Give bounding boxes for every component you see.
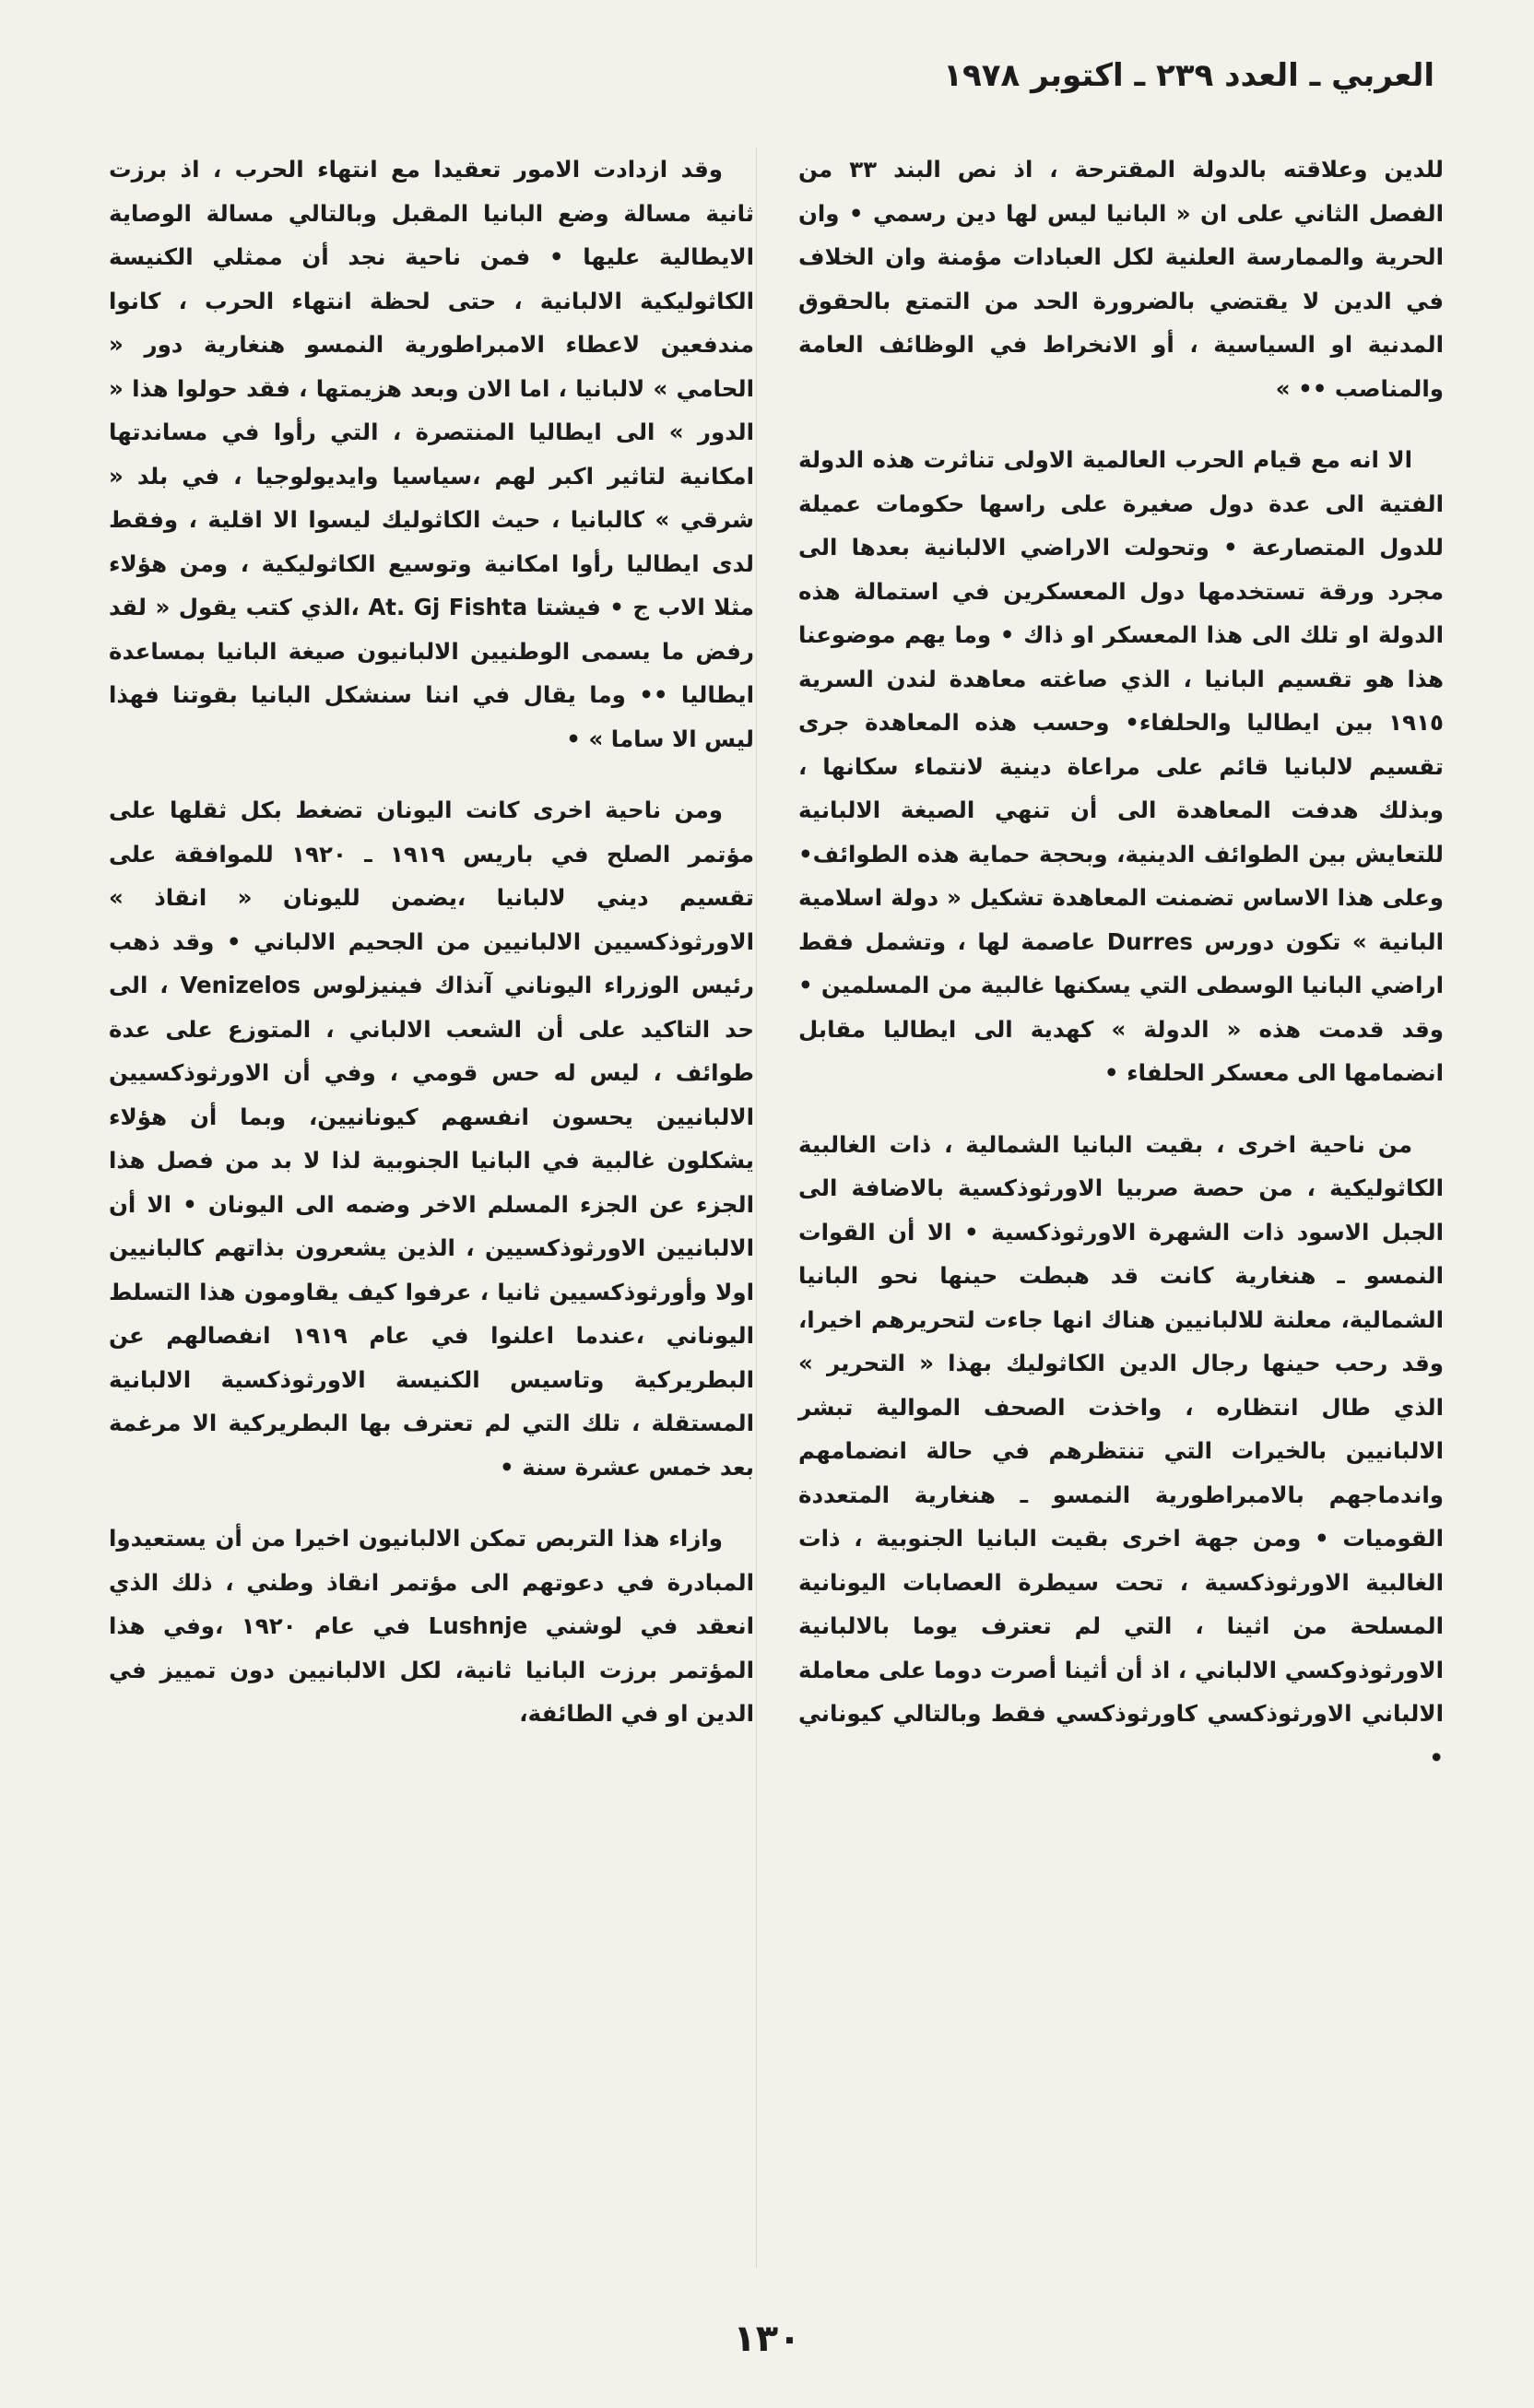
page-number: ١٣٠ xyxy=(733,2318,801,2360)
paragraph: وقد ازدادت الامور تعقيدا مع انتهاء الحرب ، اذ برزت ثانية مسالة وضع البانيا المقبل وبالتالي مسالة الوصاية الايطالية عليها • فمن ناحية نجد أن ممثلي الكنيسة الكاثوليكية الالبانية ، حتى لحظة انتهاء الحرب ، كانوا مندفعين لاعطاء الامبراطورية النمسو هنغارية دور « الحامي » لالبانيا ، اما الان وبعد هزيمتها ، فقد حولوا هذا « الدور » الى ايطاليا المنتصرة ، التي رأوا في مساندتها امكانية لتاثير اكبر لهم ،سياسيا وايديولوجيا ، في بلد « شرقي » كالبانيا ، حيث الكاثوليك ليسوا الا اقلية ، وفقط لدى ايطاليا رأوا امكانية وتوسيع الكاثوليكية ، ومن هؤلاء مثلا الاب ج • فيشتا At. Gj Fishta ،الذي كتب يقول « لقد رفض ما يسمى الوطنيين الالبانيون صيغة البانيا بمساعدة ايطاليا •• وما يقال في اننا سنشكل البانيا بقوتنا فهذا ليس الا ساما » • xyxy=(109,156,755,752)
paragraph: للدين وعلاقته بالدولة المقترحة ، اذ نص البند ٣٣ من الفصل الثاني على ان « البانيا ليس لها دين رسمي • وان الحرية والممارسة العلنية لكل العبادات مؤمنة وان الخلاف في الدين لا يقتضي بالضرورة الحد من التمتع بالحقوق المدنية او السياسية ، أو الانخراط في الوظائف العامة والمناصب •• » xyxy=(798,156,1444,402)
paragraph: من ناحية اخرى ، بقيت البانيا الشمالية ، ذات الغالبية الكاثوليكية ، من حصة صربيا الاورثوذكسية بالاضافة الى الجبل الاسود ذات الشهرة الاورثوذكسية • الا أن القوات النمسو ـ هنغارية كانت قد هبطت حينها نحو البانيا الشمالية، معلنة للالبانيين هناك انها جاءت لتحريرهم اخيرا، وقد رحب حينها رجال الدين الكاثوليك بهذا « التحرير » الذي طال انتظاره ، واخذت الصحف الموالية تبشر الالبانيين بالخيرات التي تنتظرهم في حالة انضمامهم واندماجهم بالامبراطورية النمسو ـ هنغارية المتعددة القوميات • ومن جهة اخرى بقيت البانيا الجنوبية ، ذات الغالبية الاورثوذكسية ، تحت سيطرة العصابات اليونانية المسلحة من اثينا ، التي لم تعترف يوما بالالبانية الاورثوذوكسي الالباني ، اذ أن أثينا أصرت دوما على معاملة الالباني الاورثوذكسي كاورثوذكسي فقط وبالتالي كيوناني • xyxy=(798,1130,1444,1771)
paragraph: الا انه مع قيام الحرب العالمية الاولى تناثرت هذه الدولة الفتية الى عدة دول صغيرة على راسها حكومات عميلة للدول المتصارعة • وتحولت الاراضي الالبانية بعدها الى مجرد ورقة تستخدمها دول المعسكرين في استمالة هذه الدولة او تلك الى هذا المعسكر او ذاك • وما يهم موضوعنا هذا هو تقسيم البانيا ، الذي صاغته معاهدة لندن السرية ١٩١٥ بين ايطاليا والحلفاء• وحسب هذه المعاهدة جرى تقسيم لالبانيا قائم على مراعاة دينية لانتماء سكانها ، وبذلك هدفت المعاهدة الى أن تنهي الصيغة الالبانية للتعايش بين الطوائف الدينية، وبحجة حماية هذه الطوائف• وعلى هذا الاساس تضمنت المعاهدة تشكيل « دولة اسلامية البانية » تكون دورس Durres عاصمة لها ، وتشمل فقط اراضي البانيا الوسطى التي يسكنها غالبية من المسلمين • وقد قدمت هذه « الدولة » كهدية الى ايطاليا مقابل انضمامها الى معسكر الحلفاء • xyxy=(798,446,1445,1086)
right-column xyxy=(798,148,1444,1807)
running-header: العربي ـ العدد ٢٣٩ ـ اكتوبر ١٩٧٨ xyxy=(943,57,1434,94)
column-divider xyxy=(756,148,757,2268)
paragraph: وازاء هذا التربص تمكن الالبانيون اخيرا من أن يستعيدوا المبادرة في دعوتهم الى مؤتمر انقاذ وطني ، ذلك الذي انعقد في لوشني Lushnje في عام ١٩٢٠ ،وفي هذا المؤتمر برزت البانيا ثانية، لكل الالبانيين دون تمييز في الدين او في الطائفة، xyxy=(109,1525,754,1727)
paragraph: ومن ناحية اخرى كانت اليونان تضغط بكل ثقلها على مؤتمر الصلح في باريس ١٩١٩ ـ ١٩٢٠ للموافقة على تقسيم ديني لالبانيا ،يضمن لليونان « انقاذ » الاورثوذكسيين الالبانيين من الجحيم الالباني • وقد ذهب رئيس الوزراء اليوناني آنذاك فينيزلوس Venizelos ، الى حد التاكيد على أن الشعب الالباني ، المتوزع على عدة طوائف ، ليس له حس قومي ، وفي أن الاورثوذكسيين الالبانيين يحسون انفسهم كيونانيين، وبما أن هؤلاء يشكلون غالبية في البانيا الجنوبية لذا لا بد من فصل هذا الجزء عن الجزء المسلم الاخر وضمه الى اليونان • الا أن الالبانيين الاورثوذكسيين ، الذين يشعرون بذاتهم كالبانيين اولا وأورثوذكسيين ثانيا ، عرفوا كيف يقاومون هذا التسلط اليوناني ،عندما اعلنوا في عام ١٩١٩ انفصالهم عن البطريركية وتاسيس الكنيسة الاورثوذكسية الالبانية المستقلة ، تلك التي لم تعترف بها البطريركية الا مرغمة بعد خمس عشرة سنة • xyxy=(109,797,754,1481)
left-column xyxy=(109,148,754,1764)
